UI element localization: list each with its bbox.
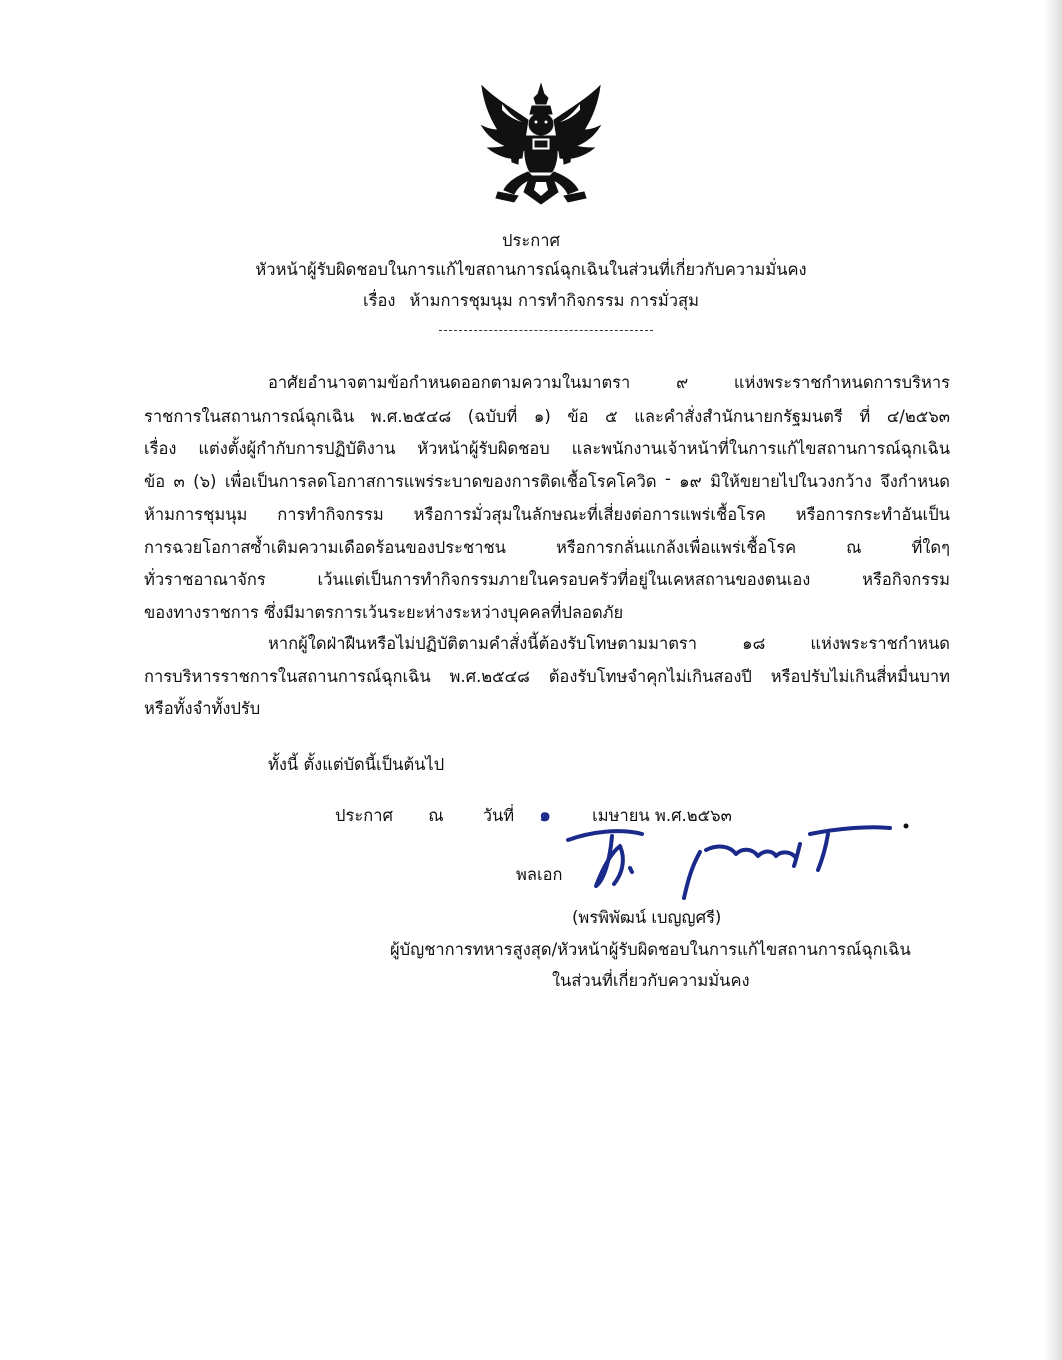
issuer-line: หัวหน้าผู้รับผิดชอบในการแก้ไขสถานการณ์ฉุกเฉินในส่วนที่เกี่ยวกับความมั่นคง bbox=[255, 260, 807, 279]
paragraph2-line-1: หากผู้ใดฝ่าฝืนหรือไม่ปฏิบัติตามคำสั่งนี้ต้องรับโทษตามมาตรา ๑๘ แห่งพระราชกำหนด bbox=[268, 634, 950, 653]
subject-text: ห้ามการชุมนุม การทำกิจกรรม การมั่วสุม bbox=[409, 291, 700, 310]
month-year: เมษายน พ.ศ.๒๕๖๓ bbox=[592, 806, 732, 825]
garuda-emblem-icon bbox=[474, 80, 608, 210]
signatory-name: (พรพิพัฒน์ เบญญศรี) bbox=[572, 908, 722, 927]
announcement-title: ประกาศ bbox=[502, 231, 560, 250]
paragraph1-line-7: ทั่วราชอาณาจักร เว้นแต่เป็นการทำกิจกรรมภายในครอบครัวที่อยู่ในเคหสถานของตนเอง หรือกิจกรรม bbox=[144, 570, 950, 589]
scan-edge-shadow bbox=[1044, 0, 1062, 1360]
paragraph1-line-5: ห้ามการชุมนุม การทำกิจกรรม หรือการมั่วสุมในลักษณะที่เสี่ยงต่อการแพร่เชื้อโรค หรือการกระทำอันเป็น bbox=[144, 505, 950, 524]
paragraph1-line-4: ข้อ ๓ (๖) เพื่อเป็นการลดโอกาสการแพร่ระบาดของการติดเชื้อโรคโควิด - ๑๙ มิให้ขยายไปในวงกว้าง จึงกำหนด bbox=[144, 469, 950, 491]
paragraph1-line-3: เรื่อง แต่งตั้งผู้กำกับการปฏิบัติงาน หัวหน้าผู้รับผิดชอบ และพนักงานเจ้าหน้าที่ในการแก้ไขสถานการณ์ฉุกเฉิน bbox=[144, 439, 950, 458]
signatory-rank: พลเอก bbox=[516, 865, 563, 884]
paragraph1-line-6: การฉวยโอกาสซ้ำเติมความเดือดร้อนของประชาชน หรือการกลั่นแกล้งเพื่อแพร่เชื้อโรค ณ ที่ใดๆ bbox=[144, 538, 950, 557]
paragraph1-line-8: ของทางราชการ ซึ่งมีมาตรการเว้นระยะห่างระหว่างบุคคลที่ปลอดภัย bbox=[144, 603, 624, 622]
paragraph2-line-3: หรือทั้งจำทั้งปรับ bbox=[144, 699, 261, 718]
subject-line bbox=[0, 288, 1062, 314]
signatory-position-line-1: ผู้บัญชาการทหารสูงสุด/หัวหน้าผู้รับผิดชอบในการแก้ไขสถานการณ์ฉุกเฉิน bbox=[390, 940, 911, 959]
date-label: ประกาศ bbox=[335, 806, 393, 825]
date-at: ณ bbox=[428, 806, 444, 825]
day-label: วันที่ bbox=[482, 806, 515, 825]
header-divider bbox=[439, 330, 653, 331]
paragraph1-line-1: อาศัยอำนาจตามข้อกำหนดออกตามความในมาตรา ๙ แห่งพระราชกำหนดการบริหาร bbox=[268, 373, 950, 392]
day-number: ๑ bbox=[539, 805, 551, 826]
paragraph2-line-2: การบริหารราชการในสถานการณ์ฉุกเฉิน พ.ศ.๒๕๔๘ ต้องรับโทษจำคุกไม่เกินสองปี หรือปรับไม่เกินสี่หมื่นบาท bbox=[144, 667, 950, 686]
signatory-position-line-2: ในส่วนที่เกี่ยวกับความมั่นคง bbox=[552, 971, 750, 990]
paragraph1-line-2: ราชการในสถานการณ์ฉุกเฉิน พ.ศ.๒๕๔๘ (ฉบับที่ ๑) ข้อ ๕ และคำสั่งสำนักนายกรัฐมนตรี ที่ ๔/๒๕๖๓ bbox=[144, 407, 950, 426]
effective-statement: ทั้งนี้ ตั้งแต่บัดนี้เป็นต้นไป bbox=[268, 755, 445, 774]
subject-label: เรื่อง bbox=[362, 291, 396, 310]
